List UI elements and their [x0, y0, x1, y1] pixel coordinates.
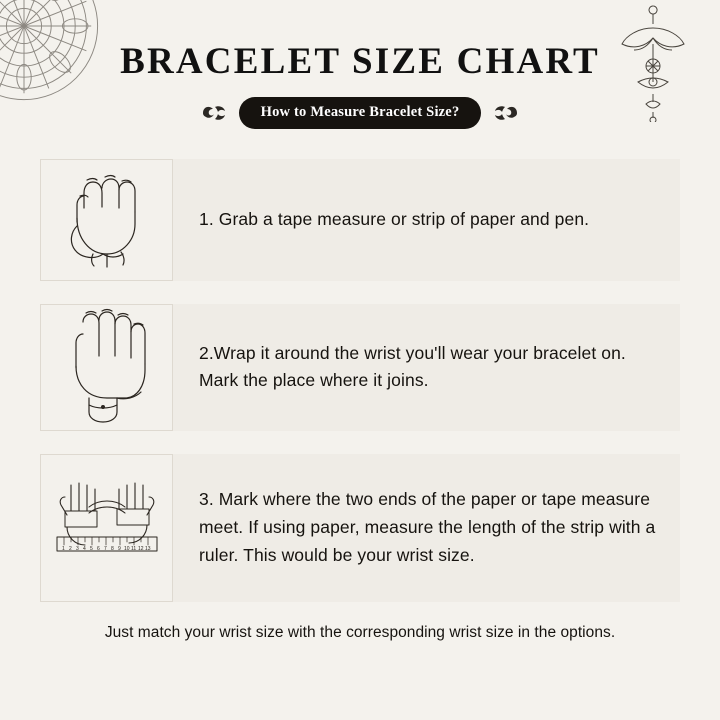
page-title: BRACELET SIZE CHART [120, 41, 600, 82]
flourish-icon [493, 103, 519, 123]
svg-text:5: 5 [89, 545, 93, 552]
svg-text:1: 1 [61, 545, 65, 552]
svg-text:2: 2 [68, 545, 72, 552]
list-item [40, 304, 680, 431]
svg-text:13: 13 [144, 545, 151, 552]
footer-note: Just match your wrist size with the corresponding wrist size in the options. [104, 623, 616, 641]
hands-measuring-paper-strip-with-ruler-illustration [40, 454, 173, 602]
step-text [173, 304, 680, 431]
subtitle-pill: How to Measure Bracelet Size? [239, 97, 482, 129]
hand-with-tape-around-wrist-illustration [40, 304, 173, 431]
flourish-icon [201, 103, 227, 123]
list-item [40, 454, 680, 602]
subtitle-row [0, 97, 720, 129]
list-item [40, 159, 680, 281]
step-3-text: 3. Mark where the two ends of the paper or tape measure meet. If using paper, measure the length of the strip with a ruler. This would be your wrist size. [199, 489, 656, 565]
step-text [173, 159, 680, 281]
steps-list [0, 159, 720, 602]
svg-text:11: 11 [130, 545, 136, 552]
svg-text:9: 9 [117, 545, 121, 552]
header [0, 0, 720, 129]
fist-with-tape-measure-illustration [40, 159, 173, 281]
svg-text:3: 3 [75, 545, 79, 552]
step-2-text: 2.Wrap it around the wrist you'll wear your bracelet on. Mark the place where it joins. [199, 342, 626, 391]
svg-text:10: 10 [123, 545, 130, 552]
svg-text:8: 8 [110, 545, 114, 552]
svg-text:12: 12 [137, 545, 144, 552]
svg-text:6: 6 [96, 545, 100, 552]
step-1-text: 1. Grab a tape measure or strip of paper and pen. [199, 208, 590, 229]
step-text [173, 454, 680, 602]
svg-text:7: 7 [103, 545, 107, 552]
svg-text:4: 4 [82, 545, 86, 552]
